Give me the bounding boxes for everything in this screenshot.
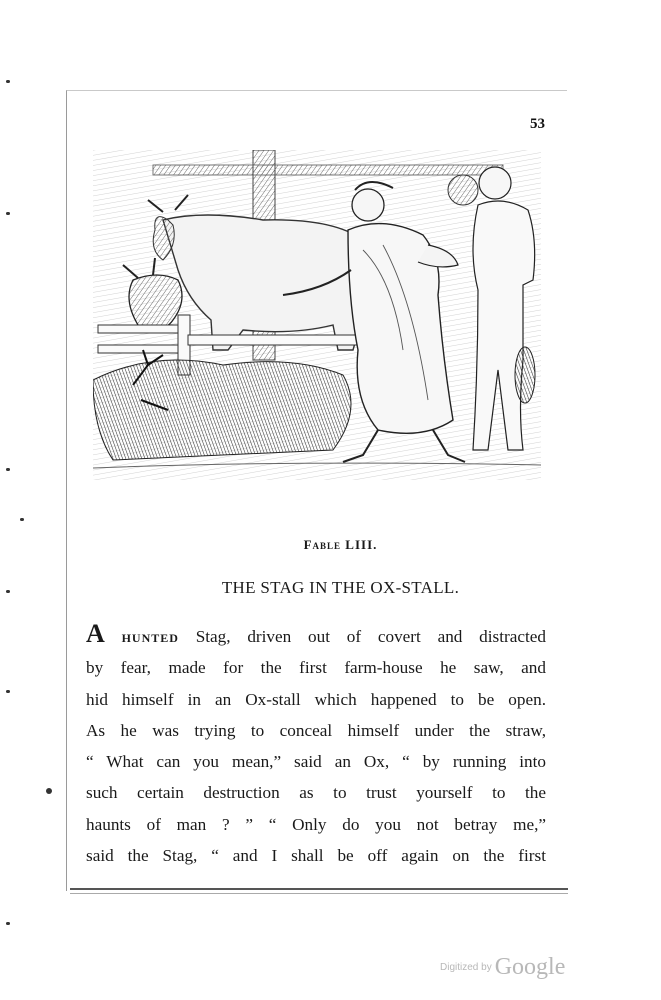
fable-illustration (93, 150, 541, 480)
fable-body (86, 618, 546, 871)
dropcap: A (86, 619, 105, 648)
body-line: said the Stag, “ and I shall be off again on the first (86, 846, 546, 866)
body-line: such certain destruction as to trust yourself to the (86, 783, 546, 803)
body-line: haunts of man ? ” “ Only do you not betray me,” (86, 814, 546, 834)
watermark-logo: Google (494, 954, 566, 980)
fable-title: THE STAG IN THE OX-STALL. (221, 578, 460, 597)
body-line: As he was trying to conceal himself under the straw, (86, 720, 546, 740)
body-line: hid himself in an Ox-stall which happened to be open. (86, 689, 546, 709)
margin-speck (6, 468, 10, 471)
bottom-rule-secondary (70, 893, 568, 894)
digitized-watermark (440, 954, 565, 981)
margin-speck (6, 690, 10, 693)
margin-speck (6, 212, 10, 215)
page-number: 53 (530, 116, 545, 132)
fable-number (0, 537, 661, 553)
margin-speck (6, 590, 10, 593)
margin-speck (6, 922, 10, 925)
fable-number-label: Fable LIII. (303, 537, 378, 552)
watermark-prefix: Digitized by (440, 962, 492, 973)
margin-speck (46, 788, 52, 794)
margin-speck (20, 518, 24, 521)
opening-smallcaps: hunted (121, 627, 179, 646)
body-line (86, 618, 546, 652)
bottom-rule (70, 888, 568, 890)
body-line: by fear, made for the first farm-house he saw, and (86, 658, 546, 678)
margin-speck (6, 80, 10, 83)
body-line: “ What can you mean,” said an Ox, “ by running into (86, 752, 546, 772)
body-line-text: Stag, driven out of covert and distracted (178, 627, 546, 646)
